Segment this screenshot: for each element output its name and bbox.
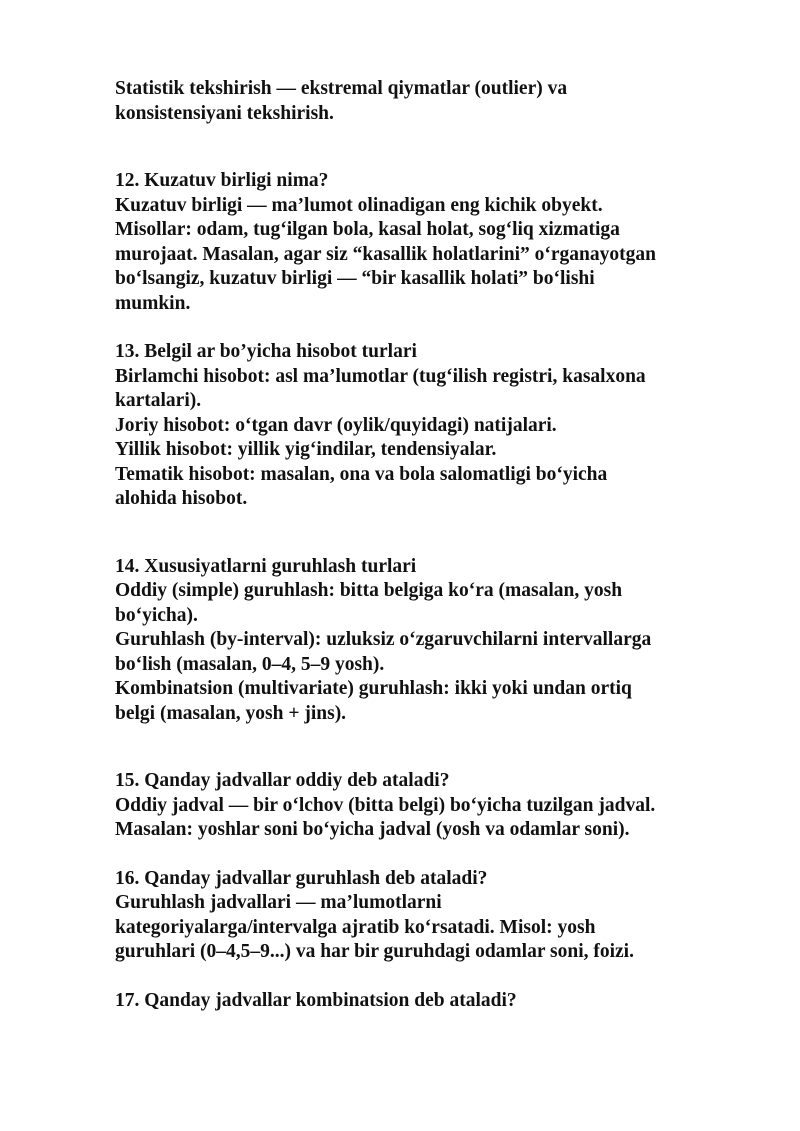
section-15 [115,769,735,843]
section-heading: 13. Belgil ar bo’yicha hisobot turlari [115,341,417,362]
paragraph-line: kartalari). [115,390,202,411]
paragraph-line: Oddiy jadval — bir o‘lchov (bitta belgi) bo‘yicha tuzilgan jadval. [115,794,656,816]
section-heading: 15. Qanday jadvallar oddiy deb ataladi? [115,770,450,791]
paragraph-line: Kuzatuv birligi — ma’lumot olinadigan eng kichik obyekt. [115,194,603,216]
paragraph-line: Yillik hisobot: yillik yig‘indilar, tendensiyalar. [115,439,497,460]
paragraph-line: bo‘yicha). [115,604,198,626]
section-13 [115,340,735,512]
section-16 [115,867,735,965]
section-12 [115,169,735,316]
paragraph-line: murojaat. Masalan, agar siz “kasallik holatlarini” o‘rganayotgan [115,243,656,265]
paragraph-line: Misollar: odam, tug‘ilgan bola, kasal holat, sog‘liq xizmatiga [115,219,620,240]
paragraph-line: mumkin. [115,292,191,314]
paragraph-line: Guruhlash jadvallari — ma’lumotlarni [115,892,442,913]
section-heading: 14. Xususiyatlarni guruhlash turlari [115,555,417,577]
paragraph-line: alohida hisobot. [115,488,248,509]
paragraph-line: Kombinatsion (multivariate) guruhlash: ikki yoki undan ortiq [115,678,632,699]
paragraph-line: bo‘lsangiz, kuzatuv birligi — “bir kasallik holati” bo‘lishi [115,268,595,289]
paragraph-line: Joriy hisobot: o‘tgan davr (oylik/quyidagi) natijalari. [115,414,557,436]
section-14 [115,555,735,727]
section-heading: 12. Kuzatuv birligi nima? [115,170,329,191]
paragraph-line: Guruhlash (by-interval): uzluksiz o‘zgaruvchilarni intervallarga [115,629,652,650]
section-17 [115,989,735,1014]
paragraph-line: Masalan: yoshlar soni bo‘yicha jadval (yosh va odamlar soni). [115,819,630,840]
section-heading: 16. Qanday jadvallar guruhlash deb ataladi? [115,867,488,889]
intro-paragraph [115,77,735,126]
paragraph-line: Statistik tekshirish — ekstremal qiymatlar (outlier) va [115,78,568,99]
paragraph-line: guruhlari (0–4,5–9...) va har bir guruhdagi odamlar soni, foizi. [115,941,634,962]
paragraph-line: Birlamchi hisobot: asl ma’lumotlar (tug‘ilish registri, kasalxona [115,365,646,387]
paragraph-line: Tematik hisobot: masalan, ona va bola salomatligi bo‘yicha [115,463,608,485]
paragraph-line: konsistensiyani tekshirish. [115,102,334,124]
paragraph-line: belgi (masalan, yosh + jins). [115,702,347,724]
paragraph-line: Oddiy (simple) guruhlash: bitta belgiga ko‘ra (masalan, yosh [115,580,623,601]
paragraph-line: bo‘lish (masalan, 0–4, 5–9 yosh). [115,653,385,675]
document-page [115,77,735,1013]
paragraph-line: kategoriyalarga/intervalga ajratib ko‘rsatadi. Misol: yosh [115,916,596,938]
section-heading: 17. Qanday jadvallar kombinatsion deb ataladi? [115,989,517,1011]
